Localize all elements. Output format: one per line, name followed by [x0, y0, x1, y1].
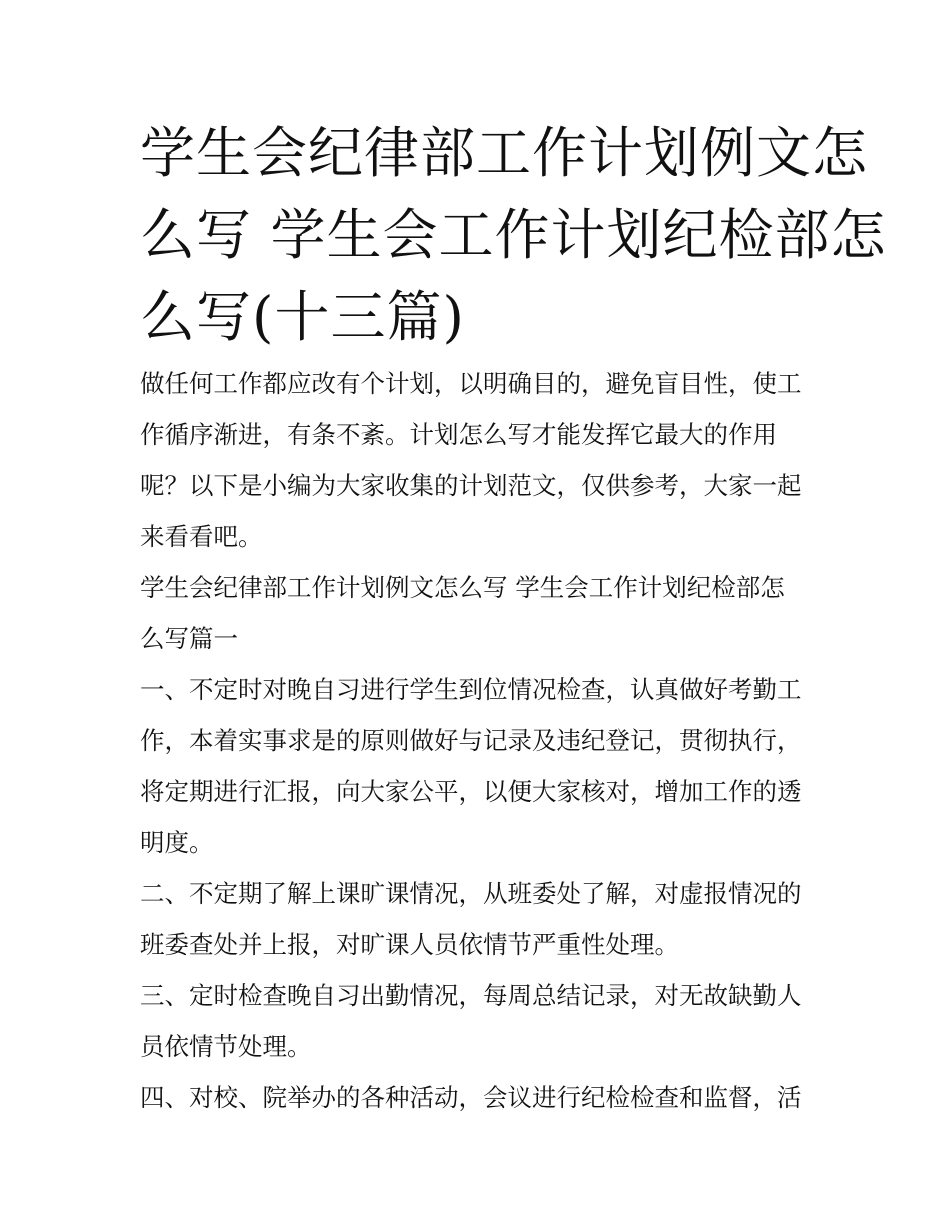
item-one-line: 明度。: [140, 828, 214, 857]
intro-line: 来看看吧。: [140, 522, 263, 551]
item-three-line: 员依情节处理。: [140, 1032, 312, 1061]
title-line: 学生会纪律部工作计划例文怎: [140, 121, 869, 185]
item-one-line: 一、不定时对晚自习进行学生到位情况检查，认真做好考勤工: [140, 675, 802, 704]
item-four-line: 四、对校、院举办的各种活动，会议进行纪检检查和监督，活: [140, 1083, 802, 1112]
section-heading-line: 么写篇一: [140, 624, 238, 653]
intro-line: 作循序渐进，有条不紊。计划怎么写才能发挥它最大的作用: [140, 420, 777, 449]
title-line: 么写(十三篇): [140, 285, 465, 349]
title-line: 么写 学生会工作计划纪检部怎: [140, 203, 887, 267]
item-two-line: 班委查处并上报，对旷课人员依情节严重性处理。: [140, 930, 679, 959]
intro-line: 呢？以下是小编为大家收集的计划范文，仅供参考，大家一起: [140, 471, 802, 500]
item-one-line: 作，本着实事求是的原则做好与记录及违纪登记，贯彻执行，: [140, 726, 802, 755]
section-heading-line: 学生会纪律部工作计划例文怎么写 学生会工作计划纪检部怎: [140, 573, 785, 602]
document-title: [140, 112, 887, 358]
intro-line: 做任何工作都应改有个计划，以明确目的，避免盲目性，使工: [140, 369, 802, 398]
document-body: [140, 358, 820, 1123]
item-three-line: 三、定时检查晚自习出勤情况，每周总结记录，对无故缺勤人: [140, 981, 802, 1010]
item-two-line: 二、不定期了解上课旷课情况，从班委处了解，对虚报情况的: [140, 879, 802, 908]
item-one-line: 将定期进行汇报，向大家公平，以便大家核对，增加工作的透: [140, 777, 802, 806]
